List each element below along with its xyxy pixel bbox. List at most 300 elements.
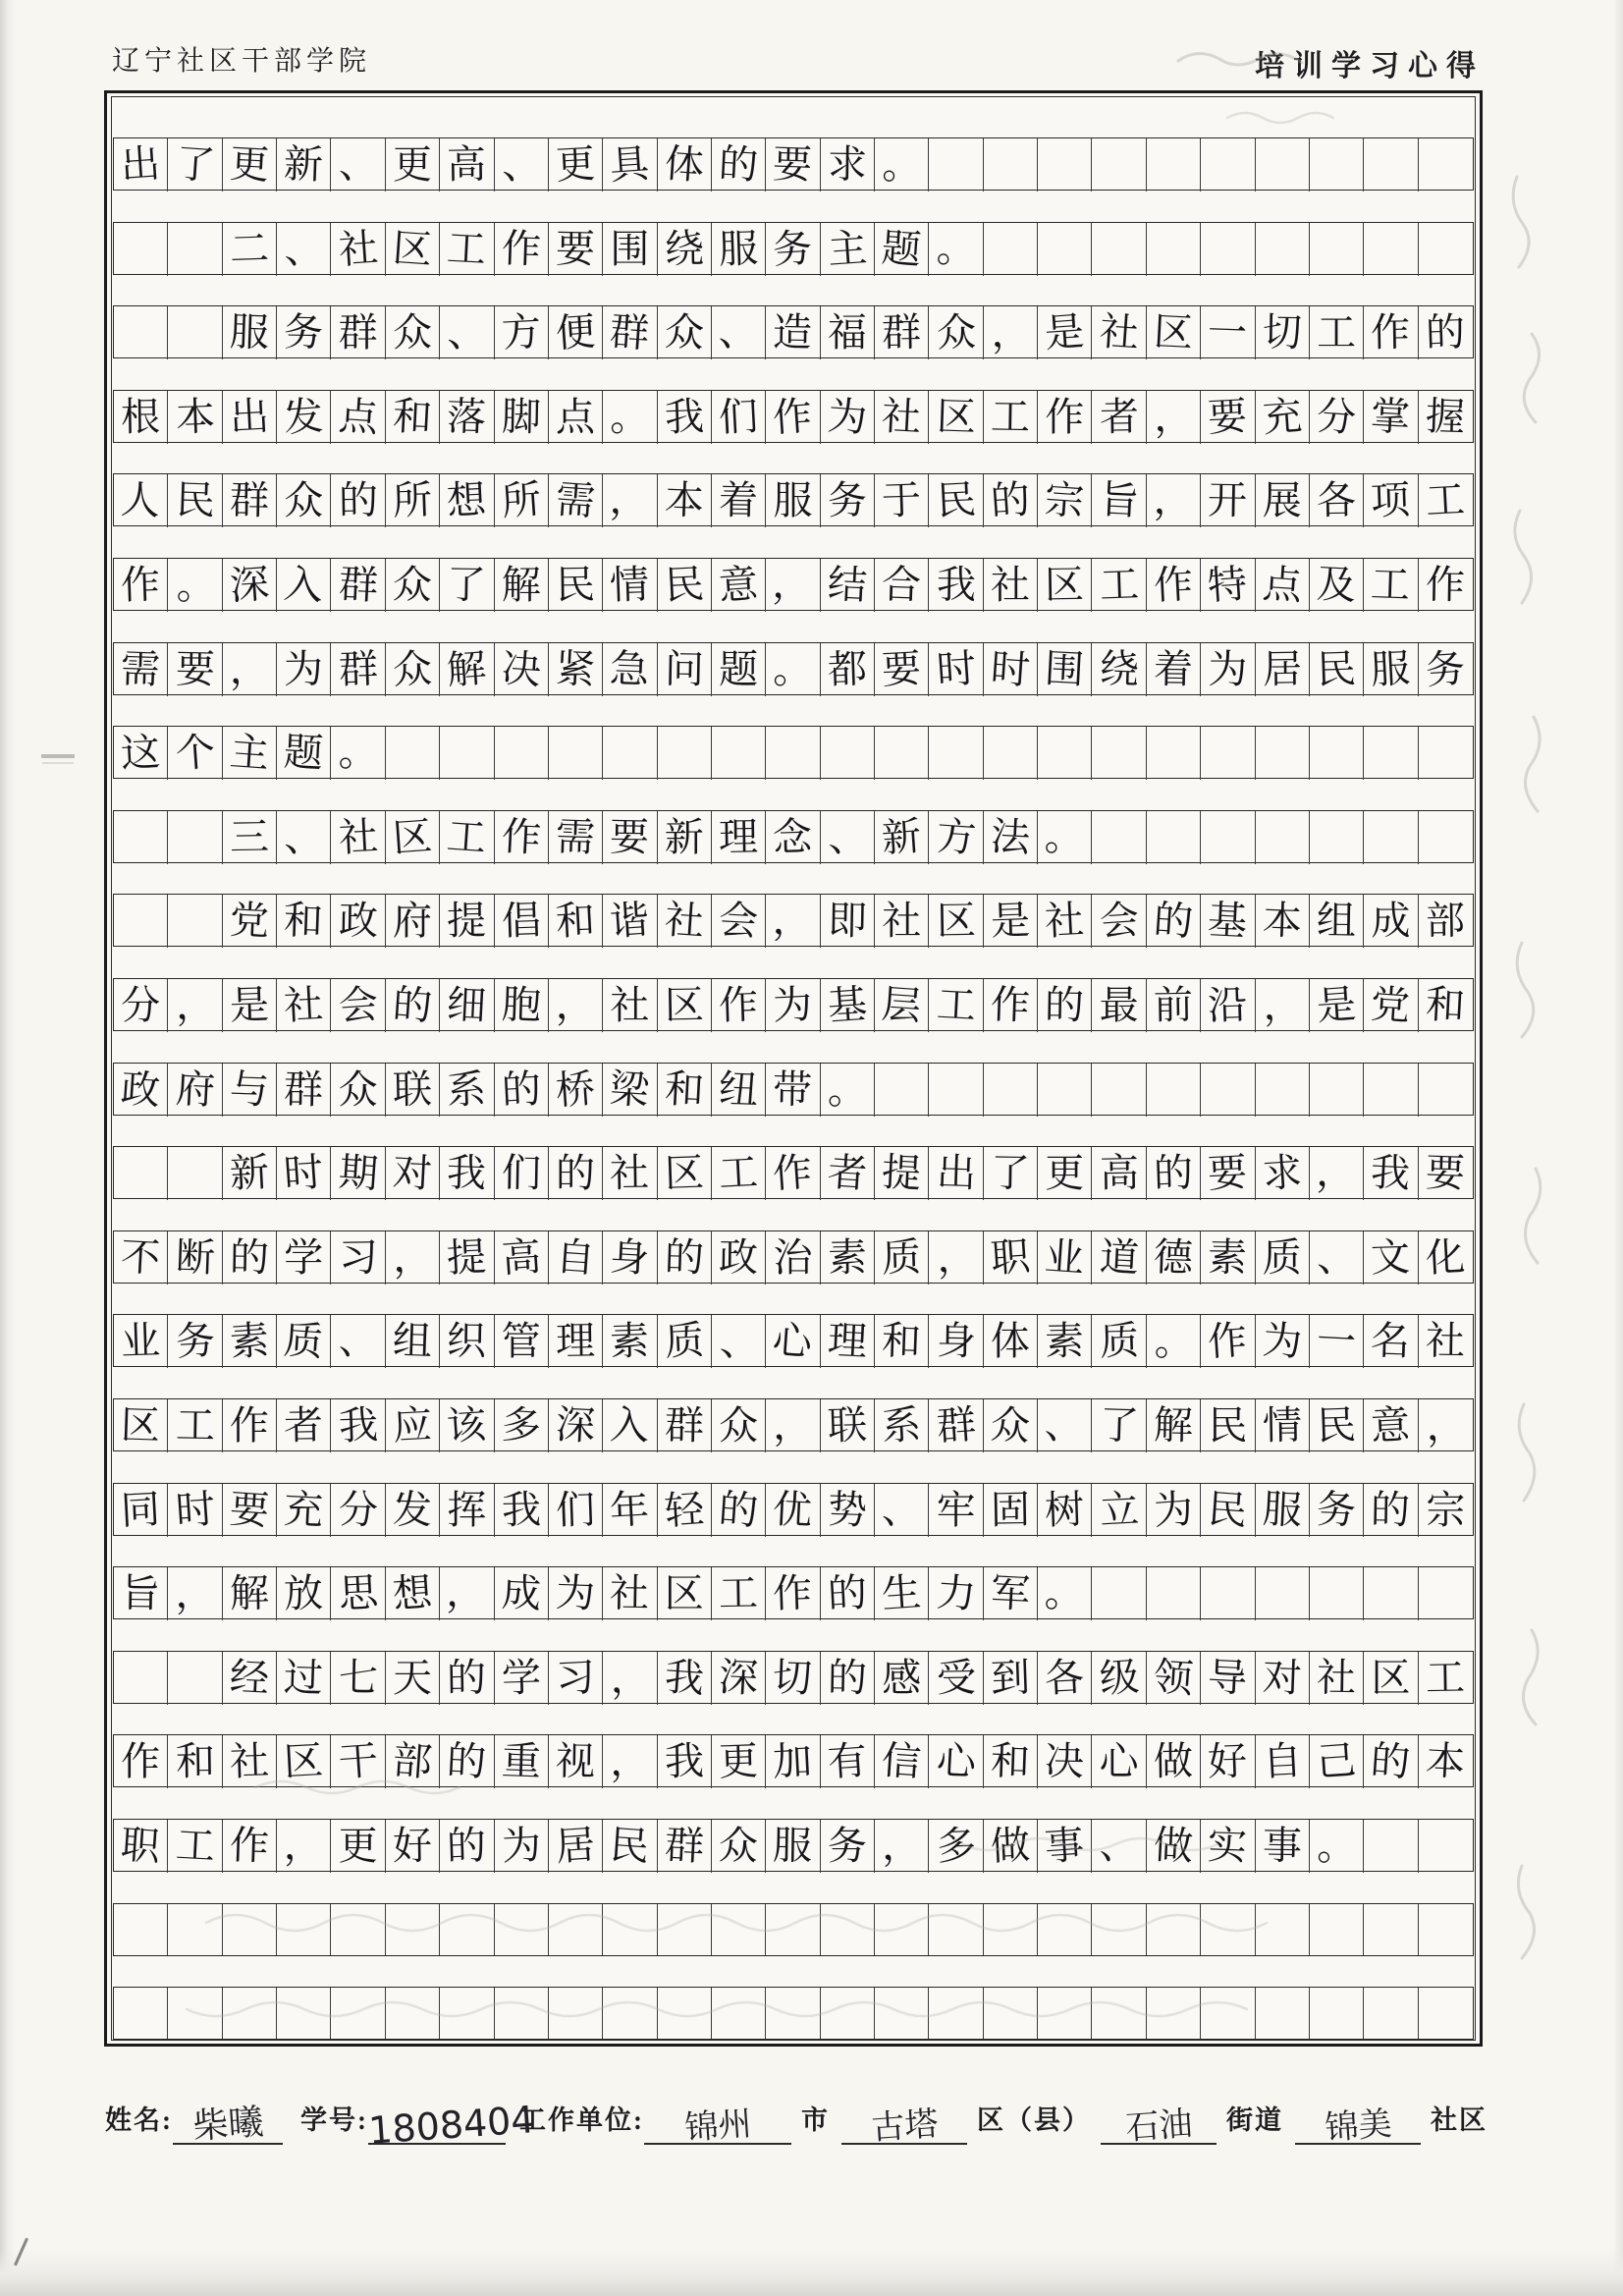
grid-cell — [929, 1231, 983, 1285]
student-id-field — [366, 2098, 536, 2153]
handwritten-character: 充 — [283, 1486, 325, 1534]
grid-cell — [549, 306, 603, 359]
handwritten-character: 服 — [1370, 645, 1412, 693]
handwritten-character: ， — [935, 1233, 977, 1282]
grid-cell — [766, 1904, 820, 1955]
grid-cell — [223, 1820, 277, 1873]
grid-cell — [223, 1315, 277, 1368]
handwritten-character: ， — [771, 561, 815, 610]
handwritten-character: 政 — [338, 899, 379, 945]
handwritten-character: 我 — [446, 1150, 488, 1197]
handwritten-character: 学 — [284, 1234, 324, 1281]
grid-cell — [875, 306, 929, 359]
grid-cell — [984, 1399, 1038, 1452]
handwritten-character: 务 — [827, 1824, 867, 1869]
handwritten-character: 工 — [1425, 477, 1467, 525]
grid-cell — [712, 1064, 766, 1117]
grid-row — [113, 1734, 1474, 1787]
grid-cell — [603, 1735, 657, 1788]
handwritten-character: 己 — [1315, 1738, 1358, 1786]
handwritten-character: 务 — [174, 1318, 216, 1366]
grid-cell — [168, 223, 222, 276]
grid-cell — [495, 1399, 549, 1452]
grid-cell — [766, 811, 820, 864]
grid-cell — [168, 1567, 222, 1620]
handwritten-character: 工 — [175, 1402, 215, 1449]
handwritten-character: 社 — [610, 983, 650, 1028]
handwritten-character: 民 — [1208, 1403, 1248, 1449]
handwritten-character: 政 — [119, 1066, 162, 1114]
handwritten-character: 作 — [500, 813, 542, 861]
grid-row — [113, 390, 1474, 443]
handwritten-character: ， — [881, 1823, 922, 1870]
grid-cell — [929, 1399, 983, 1452]
grid-cell — [658, 559, 712, 612]
handwritten-character: 社 — [663, 898, 706, 946]
handwritten-character: 多 — [935, 1823, 977, 1870]
grid-cell — [331, 727, 385, 780]
grid-cell — [1038, 391, 1092, 444]
grid-cell — [658, 474, 712, 527]
grid-cell — [1092, 306, 1146, 359]
handwritten-character: 的 — [989, 477, 1032, 525]
grid-cell — [603, 138, 657, 191]
grid-cell — [386, 727, 440, 780]
grid-cell — [223, 727, 277, 780]
handwritten-character: 区 — [664, 982, 705, 1029]
grid-cell — [277, 1904, 331, 1955]
handwritten-character: 的 — [1369, 1738, 1412, 1786]
handwritten-character: 该 — [445, 1401, 488, 1450]
grid-cell — [495, 811, 549, 864]
grid-cell — [114, 895, 168, 948]
handwritten-character: 作 — [1371, 309, 1411, 356]
grid-cell — [929, 138, 983, 191]
grid-cell — [223, 559, 277, 612]
grid-cell — [1364, 727, 1418, 780]
grid-cell — [440, 1567, 494, 1620]
handwritten-character: 即 — [827, 899, 868, 945]
handwritten-character: 区 — [391, 813, 434, 862]
handwritten-character: 服 — [773, 478, 813, 524]
handwritten-character: 深 — [717, 1654, 760, 1702]
grid-cell — [168, 1735, 222, 1788]
grid-cell — [331, 1567, 385, 1620]
grid-cell — [114, 1988, 168, 2039]
handwritten-character: 旨 — [1098, 477, 1140, 525]
handwritten-character: 习 — [554, 1654, 597, 1702]
handwritten-character: 开 — [1207, 478, 1248, 524]
grid-cell — [1147, 1652, 1201, 1705]
grid-cell — [875, 727, 929, 780]
grid-cell — [331, 306, 385, 359]
grid-cell — [440, 1904, 494, 1955]
grid-cell — [386, 138, 440, 191]
grid-cell — [821, 1231, 875, 1285]
handwritten-character: 作 — [1152, 561, 1195, 610]
handwritten-character: 要 — [1207, 1150, 1249, 1198]
grid-cell — [114, 1904, 168, 1955]
grid-cell — [1092, 223, 1146, 276]
grid-cell — [1147, 727, 1201, 780]
grid-cell — [386, 1820, 440, 1873]
handwritten-character: 急 — [609, 645, 651, 693]
grid-cell — [1310, 643, 1364, 696]
grid-row — [113, 810, 1474, 863]
grid-cell — [440, 138, 494, 191]
handwritten-character: 、 — [283, 225, 325, 273]
handwritten-character: 众 — [284, 478, 324, 524]
handwritten-character: 轻 — [663, 1486, 706, 1534]
handwritten-character: 化 — [1425, 1233, 1467, 1282]
grid-cell — [386, 1484, 440, 1537]
grid-cell — [168, 138, 222, 191]
grid-cell — [1092, 1735, 1146, 1788]
grid-cell — [1147, 1231, 1201, 1285]
grid-cell — [549, 1147, 603, 1200]
grid-cell — [223, 1735, 277, 1788]
handwritten-character: 要 — [772, 141, 814, 189]
handwritten-character: 我 — [1370, 1150, 1412, 1198]
handwritten-character: 为 — [826, 393, 869, 442]
handwritten-character: 作 — [229, 1403, 269, 1449]
handwritten-character: 素 — [1207, 1234, 1248, 1282]
grid-cell — [929, 1567, 983, 1620]
grid-cell — [766, 1567, 820, 1620]
grid-cell — [984, 1484, 1038, 1537]
grid-cell — [1201, 979, 1255, 1032]
handwritten-character: 点 — [337, 393, 380, 442]
grid-cell — [1364, 1231, 1418, 1285]
grid-cell — [1147, 138, 1201, 191]
handwritten-character: 一 — [1207, 309, 1249, 356]
grid-cell — [114, 1147, 168, 1200]
grid-cell — [168, 391, 222, 444]
handwritten-character: 、 — [446, 309, 488, 356]
handwritten-character: 众 — [392, 562, 433, 609]
grid-cell — [1038, 474, 1092, 527]
grid-cell — [1201, 1567, 1255, 1620]
grid-cell — [929, 1064, 983, 1117]
grid-cell — [821, 138, 875, 191]
handwritten-character: 社 — [881, 393, 923, 441]
handwritten-character: 区 — [1044, 562, 1085, 609]
grid-cell — [929, 1988, 983, 2039]
grid-cell — [821, 727, 875, 780]
handwritten-character: 群 — [229, 478, 270, 524]
handwritten-character: 成 — [1371, 899, 1411, 945]
grid-cell — [1038, 1147, 1092, 1200]
grid-cell — [277, 138, 331, 191]
grid-cell — [495, 306, 549, 359]
handwritten-character: 断 — [174, 1234, 216, 1282]
handwritten-character: 工 — [1098, 562, 1140, 609]
handwritten-character: 众 — [718, 1823, 759, 1870]
grid-cell — [929, 1652, 983, 1705]
handwritten-character: ， — [283, 1823, 324, 1870]
handwritten-character: 群 — [663, 1822, 705, 1871]
handwritten-character: 各 — [1044, 1654, 1086, 1702]
grid-cell — [386, 474, 440, 527]
handwritten-character: 本 — [1425, 1738, 1467, 1786]
grid-cell — [168, 474, 222, 527]
grid-cell — [440, 1652, 494, 1705]
name-label: 姓名: — [105, 2105, 173, 2135]
handwritten-character: 思 — [337, 1570, 379, 1618]
grid-cell — [603, 811, 657, 864]
street-handwritten: 石油 — [1124, 2104, 1194, 2149]
handwritten-character: ， — [1315, 1149, 1358, 1198]
grid-cell — [549, 138, 603, 191]
handwritten-character: 是 — [1043, 308, 1086, 357]
handwritten-character: 倡 — [500, 898, 542, 946]
handwritten-character: 本 — [663, 477, 705, 525]
handwritten-character: 素 — [827, 1234, 868, 1282]
grid-cell — [766, 1484, 820, 1537]
handwritten-character: 、 — [1098, 1822, 1141, 1871]
grid-cell — [712, 895, 766, 948]
grid-cell — [984, 979, 1038, 1032]
grid-cell — [929, 474, 983, 527]
grid-cell — [766, 391, 820, 444]
grid-cell — [1364, 559, 1418, 612]
grid-cell — [1092, 1147, 1146, 1200]
grid-cell — [1038, 727, 1092, 780]
grid-cell — [658, 979, 712, 1032]
grid-cell — [875, 1064, 929, 1117]
grid-cell — [1147, 1567, 1201, 1620]
grid-cell — [1256, 1652, 1310, 1705]
grid-cell — [929, 811, 983, 864]
grid-cell — [495, 391, 549, 444]
grid-cell — [712, 223, 766, 276]
handwritten-character: 新 — [880, 813, 923, 862]
handwritten-character: 和 — [881, 1318, 922, 1366]
handwritten-character: 众 — [719, 1403, 759, 1449]
grid-cell — [331, 1064, 385, 1117]
handwritten-character: 心 — [771, 1318, 815, 1366]
grid-cell — [929, 306, 983, 359]
handwritten-character: 社 — [1098, 308, 1141, 357]
grid-cell — [223, 1567, 277, 1620]
grid-cell — [1419, 306, 1473, 359]
handwritten-character: 要 — [1207, 393, 1249, 441]
grid-cell — [549, 643, 603, 696]
handwritten-character: ， — [1424, 1401, 1467, 1450]
grid-cell — [1038, 1484, 1092, 1537]
grid-cell — [549, 1735, 603, 1788]
grid-cell — [875, 643, 929, 696]
grid-row — [113, 222, 1474, 275]
handwritten-character: 社 — [229, 1738, 270, 1786]
grid-cell — [929, 1735, 983, 1788]
handwritten-character: 。 — [1044, 1570, 1086, 1617]
grid-cell — [440, 223, 494, 276]
grid-cell — [440, 1315, 494, 1368]
handwritten-character: 、 — [500, 141, 542, 189]
grid-cell — [1092, 559, 1146, 612]
grid-cell — [1419, 811, 1473, 864]
grid-cell — [440, 1484, 494, 1537]
grid-cell — [821, 1735, 875, 1788]
handwritten-character: 的 — [663, 1234, 705, 1282]
handwritten-character: 结 — [826, 561, 869, 610]
community-label: 社区 — [1431, 2105, 1488, 2135]
grid-cell — [1364, 306, 1418, 359]
grid-row — [113, 1651, 1474, 1704]
grid-cell — [984, 1652, 1038, 1705]
institution-name: 辽宁社区干部学院 — [112, 46, 372, 77]
handwritten-character: 职 — [989, 1233, 1032, 1283]
grid-cell — [440, 1231, 494, 1285]
grid-cell — [1419, 1988, 1473, 2039]
grid-cell — [1147, 811, 1201, 864]
handwritten-character: 更 — [718, 1738, 759, 1786]
grid-cell — [223, 474, 277, 527]
handwritten-character: 成 — [500, 1570, 542, 1618]
grid-cell — [658, 895, 712, 948]
grid-cell — [277, 223, 331, 276]
grid-cell — [603, 895, 657, 948]
handwritten-character: 素 — [609, 1318, 651, 1366]
grid-cell — [1419, 1231, 1473, 1285]
grid-cell — [1310, 138, 1364, 191]
grid-cell — [1419, 1820, 1473, 1873]
handwritten-character: 更 — [392, 142, 432, 188]
handwritten-character: 的 — [826, 1570, 869, 1618]
grid-cell — [1364, 1735, 1418, 1788]
grid-cell — [875, 1820, 929, 1873]
grid-cell — [984, 643, 1038, 696]
handwritten-character: 个 — [173, 729, 217, 778]
grid-cell — [766, 1147, 820, 1200]
grid-cell — [549, 811, 603, 864]
grid-cell — [1419, 1484, 1473, 1537]
grid-cell — [386, 1399, 440, 1452]
student-id-label: 学号: — [300, 2105, 368, 2135]
grid-cell — [331, 1820, 385, 1873]
grid-cell — [440, 643, 494, 696]
grid-cell — [1419, 559, 1473, 612]
handwritten-character: 、 — [826, 813, 869, 861]
grid-cell — [495, 559, 549, 612]
handwritten-character: 所 — [500, 477, 543, 525]
grid-cell — [1310, 1484, 1364, 1537]
handwritten-character: 文 — [1370, 1234, 1412, 1282]
grid-cell — [168, 1652, 222, 1705]
grid-cell — [549, 1064, 603, 1117]
handwritten-character: 发 — [392, 1487, 433, 1533]
grid-cell — [1147, 474, 1201, 527]
grid-cell — [1038, 559, 1092, 612]
grid-cell — [1364, 811, 1418, 864]
handwritten-character: 作 — [1425, 562, 1466, 609]
handwritten-character: 府 — [174, 1066, 216, 1114]
handwritten-character: 应 — [391, 1401, 434, 1450]
handwritten-character: 工 — [718, 1570, 759, 1617]
handwritten-character: 我 — [664, 1739, 705, 1785]
grid-cell — [1092, 1652, 1146, 1705]
grid-cell — [386, 1735, 440, 1788]
grid-cell — [1092, 1399, 1146, 1452]
handwritten-character: 工 — [1425, 1655, 1466, 1702]
handwritten-character: 时 — [173, 1486, 217, 1534]
grid-cell — [712, 643, 766, 696]
grid-cell — [549, 1484, 603, 1537]
handwritten-character: 、 — [283, 814, 325, 861]
grid-cell — [1201, 1904, 1255, 1955]
handwritten-character: 受 — [936, 1655, 976, 1702]
grid-cell — [1038, 895, 1092, 948]
handwritten-character: 于 — [881, 477, 922, 525]
handwritten-character: ， — [609, 477, 651, 525]
grid-cell — [549, 1315, 603, 1368]
handwritten-character: 组 — [1316, 899, 1357, 945]
handwritten-character: 居 — [1262, 646, 1303, 692]
grid-cell — [1256, 1988, 1310, 2039]
handwritten-character: 社 — [337, 813, 379, 861]
grid-cell — [277, 1820, 331, 1873]
grid-cell — [1256, 559, 1310, 612]
grid-cell — [875, 138, 929, 191]
grid-cell — [549, 1399, 603, 1452]
grid-cell — [1256, 1231, 1310, 1285]
grid-cell — [1092, 1567, 1146, 1620]
grid-cell — [277, 643, 331, 696]
grid-cell — [1201, 1652, 1255, 1705]
grid-cell — [603, 306, 657, 359]
handwritten-character: 身 — [936, 1319, 976, 1365]
grid-cell — [603, 1567, 657, 1620]
handwritten-character: 务 — [1316, 1486, 1357, 1534]
grid-cell — [331, 391, 385, 444]
grid-cell — [821, 559, 875, 612]
handwritten-character: 联 — [827, 1402, 868, 1449]
handwritten-character: 质 — [663, 1318, 705, 1366]
grid-cell — [1147, 559, 1201, 612]
grid-cell — [875, 1735, 929, 1788]
handwritten-character: 民 — [174, 477, 216, 525]
handwritten-character: 服 — [718, 225, 759, 273]
grid-cell — [1092, 1231, 1146, 1285]
grid-cell — [603, 1147, 657, 1200]
grid-cell — [821, 1484, 875, 1537]
grid-cell — [277, 1652, 331, 1705]
handwritten-character: 级 — [1098, 1654, 1141, 1703]
grid-cell — [1310, 1231, 1364, 1285]
handwritten-character: 基 — [826, 981, 869, 1030]
grid-cell — [658, 1147, 712, 1200]
handwritten-character: 工 — [446, 225, 488, 273]
grid-cell — [712, 1147, 766, 1200]
grid-cell — [1201, 1315, 1255, 1368]
handwritten-character: 府 — [392, 899, 432, 945]
grid-row — [113, 1819, 1474, 1872]
handwritten-character: 作 — [771, 1149, 815, 1198]
grid-cell — [658, 1567, 712, 1620]
grid-cell — [114, 1820, 168, 1873]
grid-cell — [712, 1484, 766, 1537]
handwritten-character: 是 — [1315, 981, 1358, 1030]
grid-cell — [712, 391, 766, 444]
grid-cell — [766, 306, 820, 359]
margin-smudge — [41, 754, 75, 758]
handwritten-character: 体 — [663, 140, 706, 190]
grid-row — [113, 978, 1474, 1031]
grid-cell — [1364, 979, 1418, 1032]
grid-cell — [984, 1567, 1038, 1620]
handwritten-character: 好 — [392, 1823, 433, 1870]
